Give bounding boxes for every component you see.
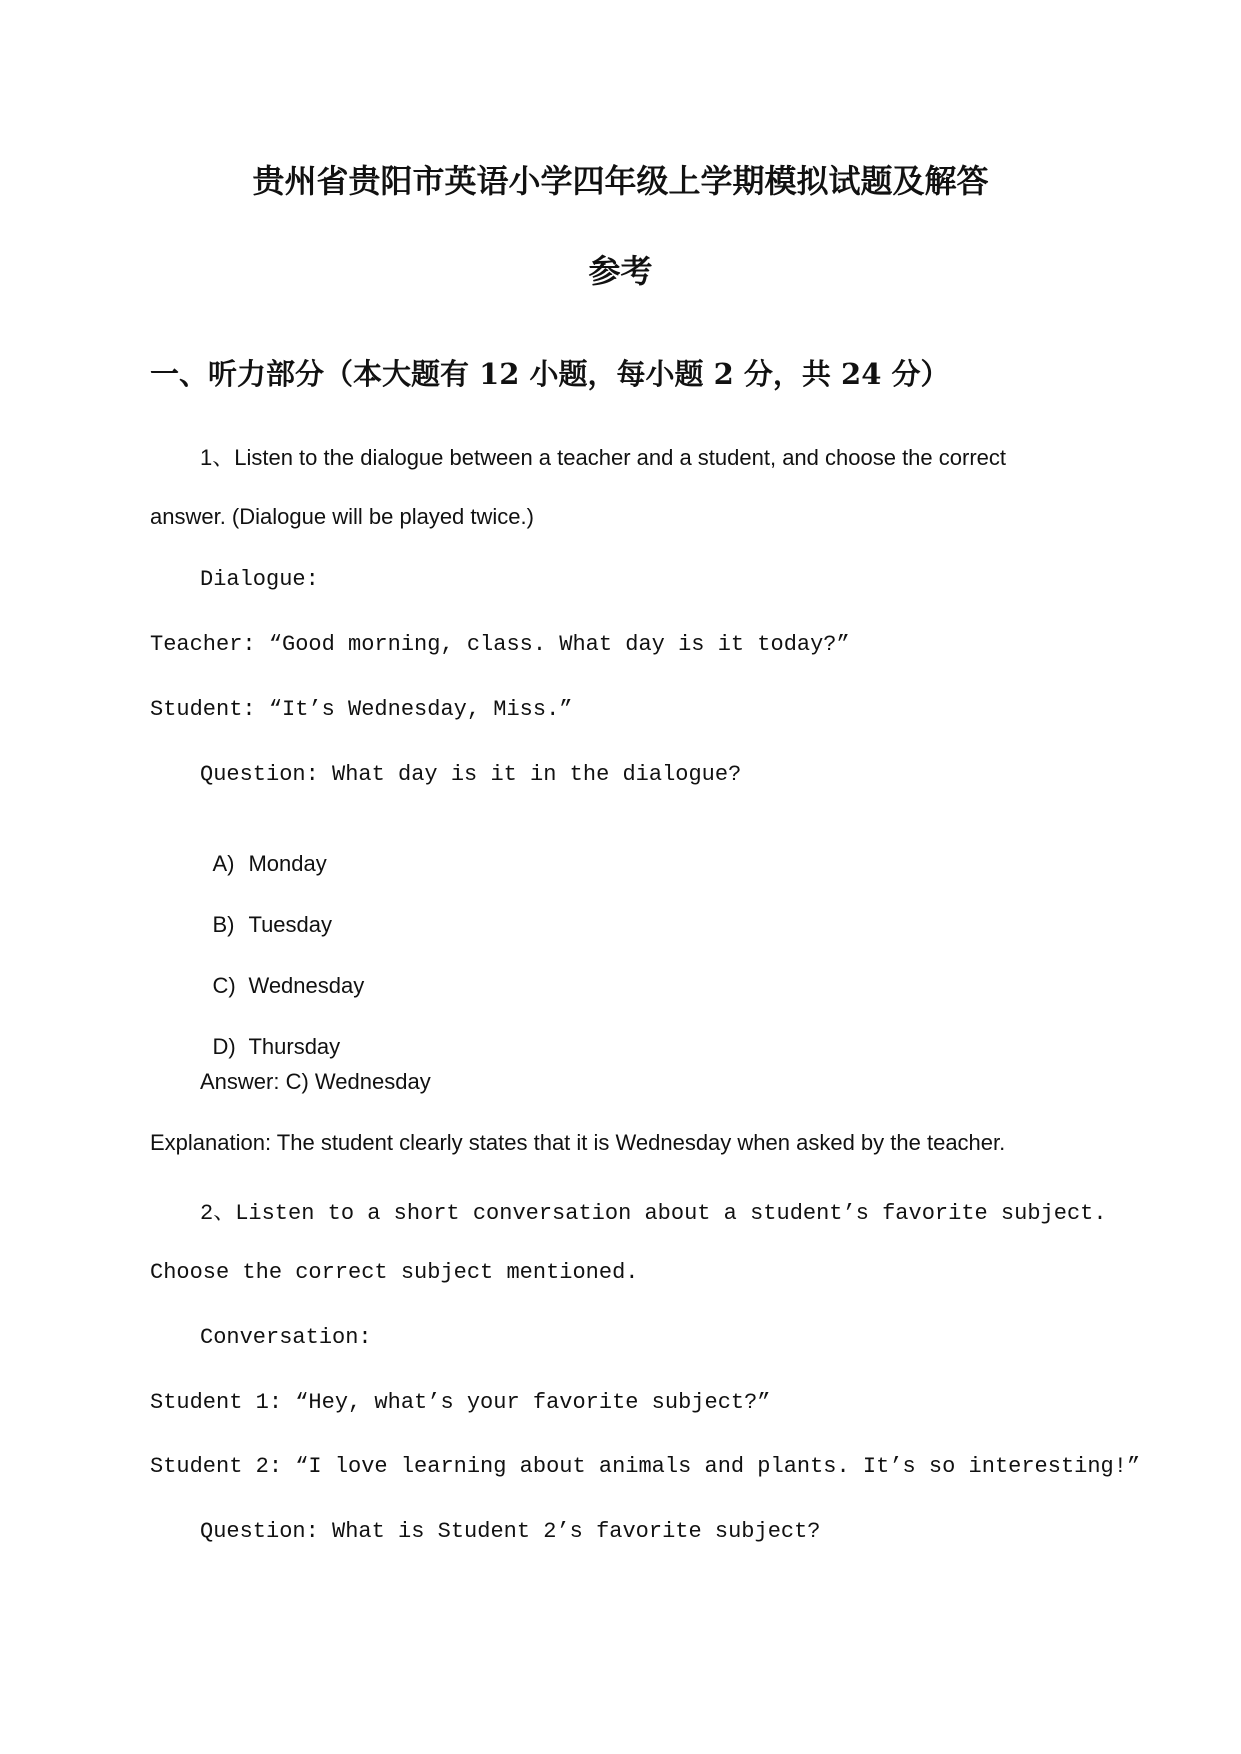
section-heading: 一、听力部分（本大题有 12 小题，每小题 2 分，共 24 分） — [150, 357, 950, 391]
q2-prompt-line1: 2、Listen to a short conversation about a student’s favorite subject. — [200, 1201, 1107, 1226]
option-text: Monday — [248, 851, 327, 876]
q1-question: Question: What day is it in the dialogue? — [200, 762, 742, 787]
option-text: Tuesday — [248, 912, 333, 937]
q1-student-line: Student: “It’s Wednesday, Miss.” — [150, 697, 573, 722]
q1-prompt-line1: 1、Listen to the dialogue between a teacher and a student, and choose the correct — [200, 445, 1006, 470]
q1-explanation: Explanation: The student clearly states that it is Wednesday when asked by the teacher. — [150, 1130, 1006, 1155]
option-letter: A) — [212, 851, 235, 876]
option-letter: C) — [212, 973, 236, 998]
option-text: Wednesday — [248, 973, 365, 998]
document-title-line1: 贵州省贵阳市英语小学四年级上学期模拟试题及解答 — [252, 162, 989, 200]
q2-question: Question: What is Student 2’s favorite subject? — [200, 1519, 821, 1544]
q2-conversation-label: Conversation: — [200, 1325, 372, 1350]
option-letter: B) — [212, 912, 235, 937]
q2-student1-line: Student 1: “Hey, what’s your favorite subject?” — [150, 1390, 771, 1415]
q2-student2-line: Student 2: “I love learning about animals and plants. It’s so interesting!” — [150, 1454, 1141, 1479]
q1-prompt-line2: answer. (Dialogue will be played twice.) — [150, 504, 534, 529]
q1-dialogue-label: Dialogue: — [200, 567, 319, 592]
q2-prompt-line2: Choose the correct subject mentioned. — [150, 1260, 639, 1285]
document-title-line2: 参考 — [588, 252, 653, 290]
q1-teacher-line: Teacher: “Good morning, class. What day is it today?” — [150, 632, 850, 657]
q1-answer: Answer: C) Wednesday — [200, 1069, 431, 1094]
option-letter: D) — [212, 1034, 236, 1059]
option-text: Thursday — [248, 1034, 341, 1059]
